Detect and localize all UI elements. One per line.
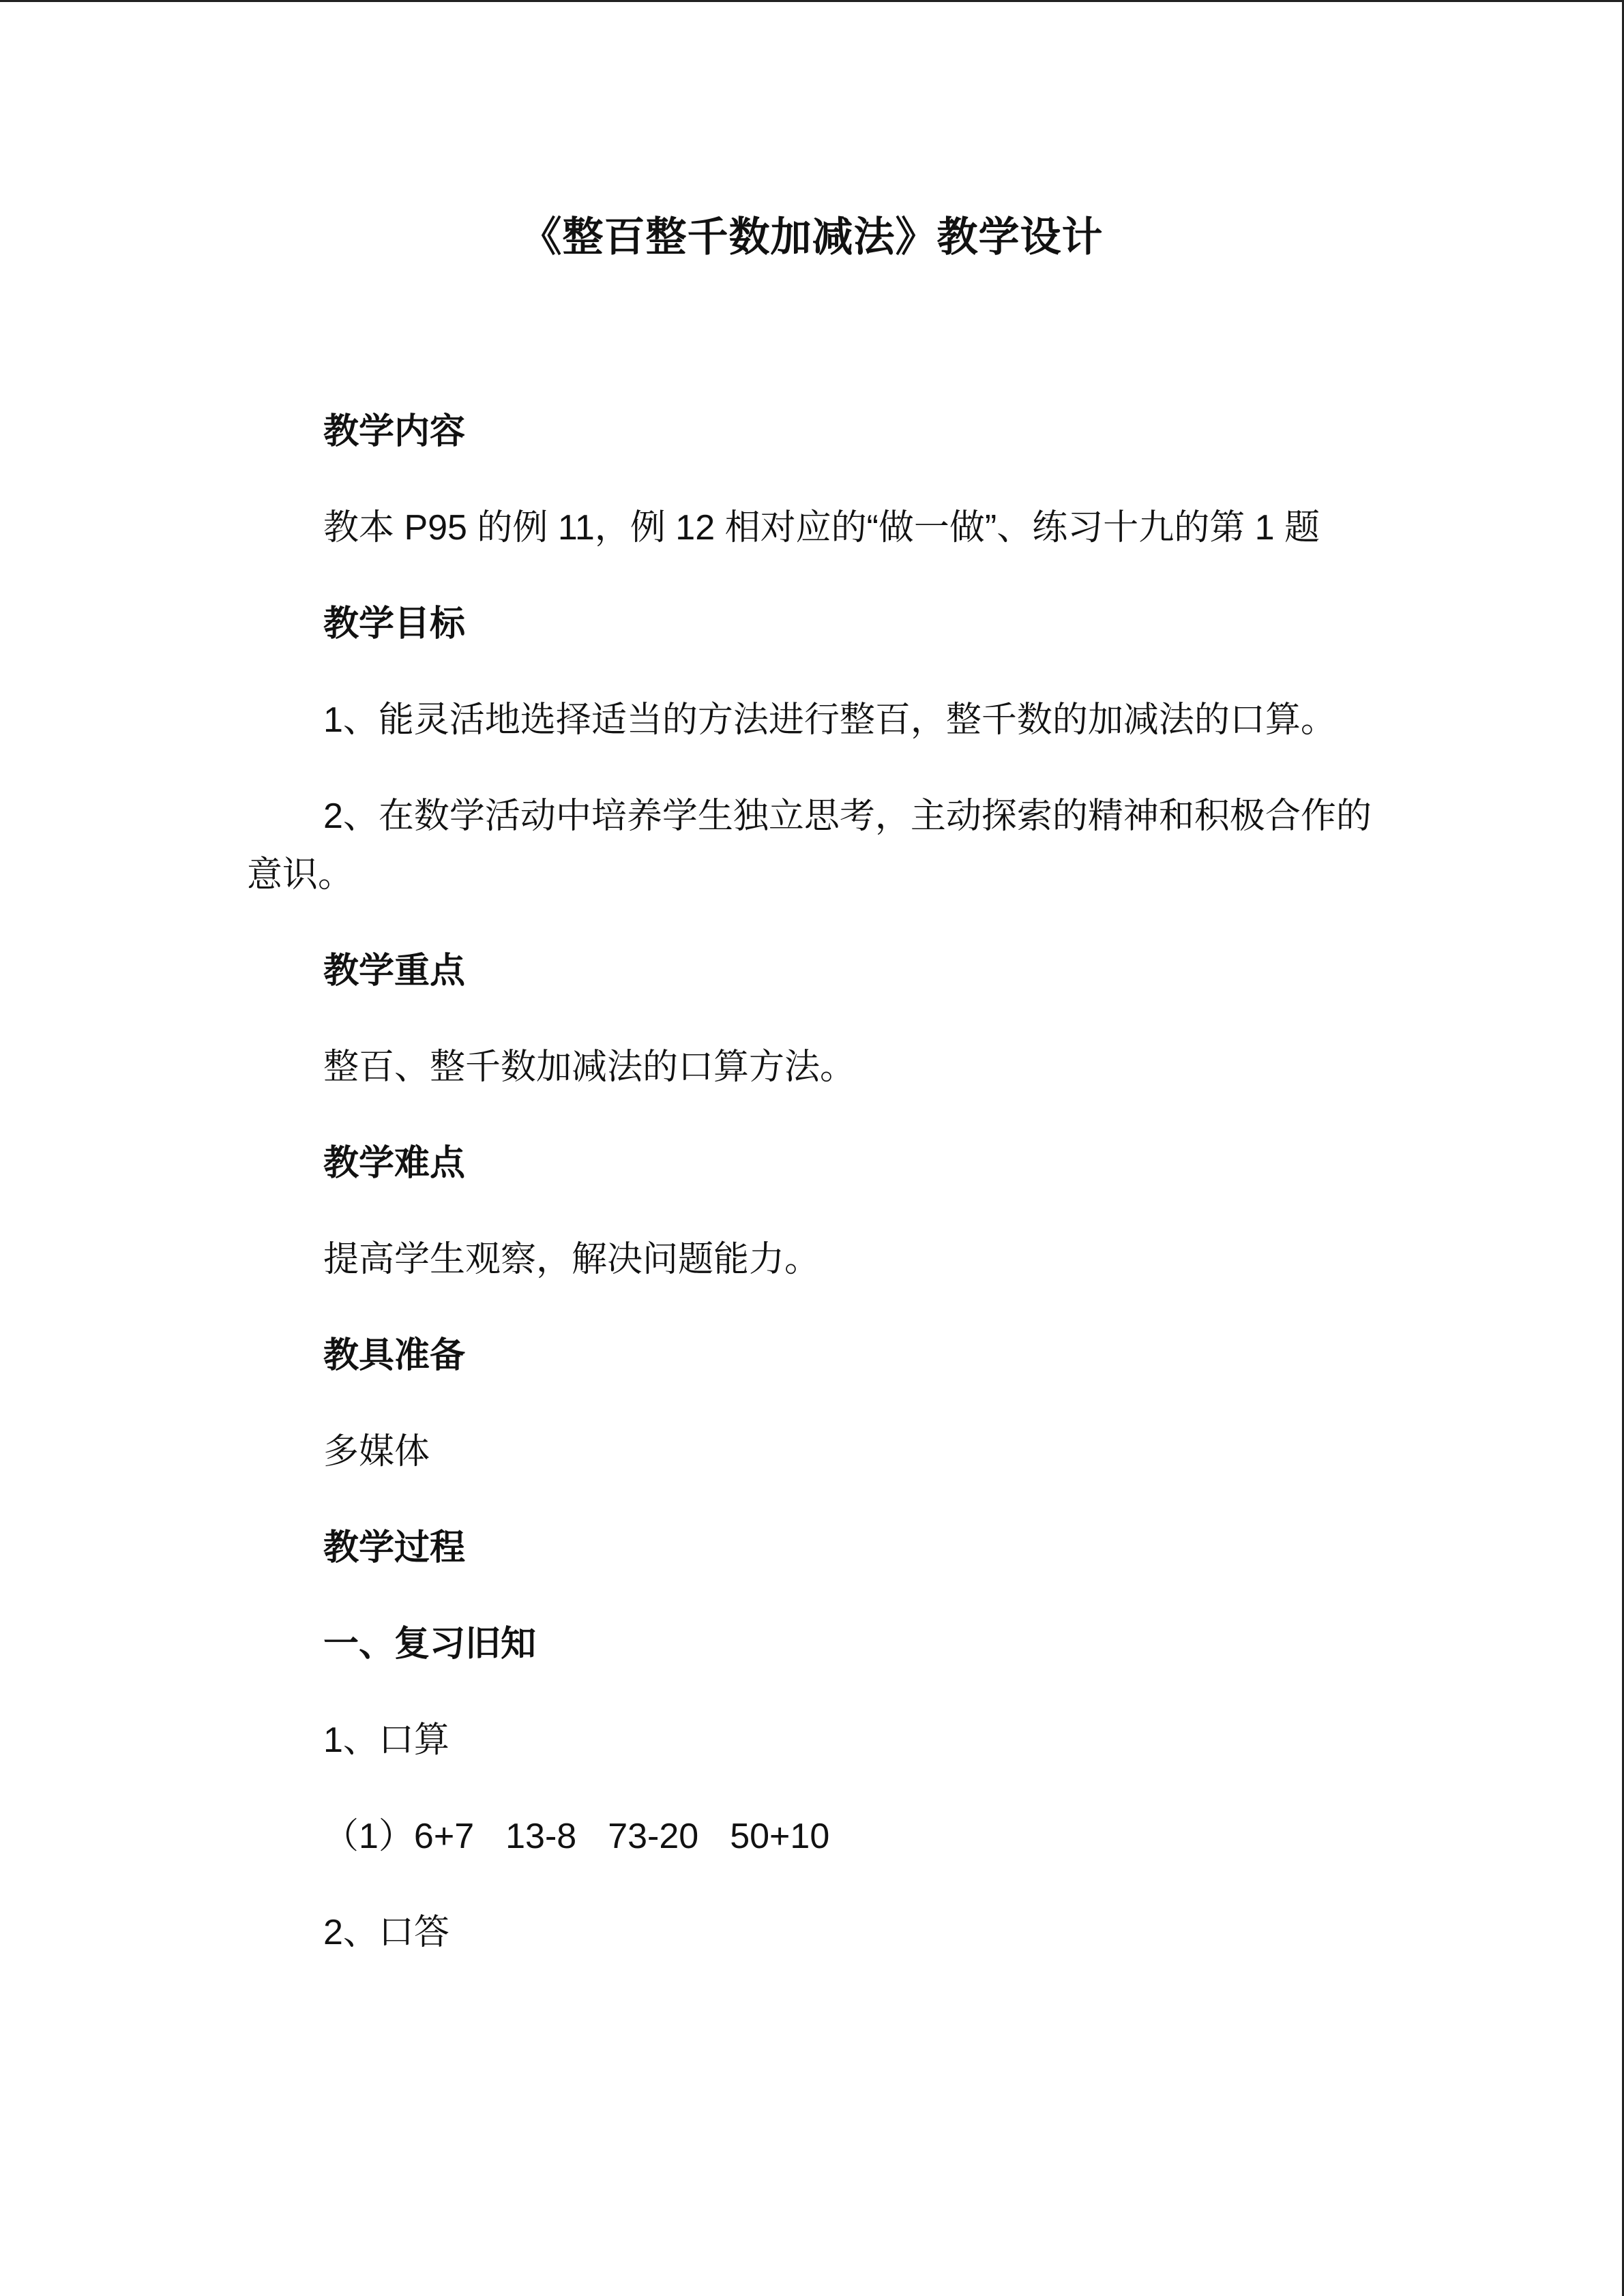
section-heading-content: 教学内容	[323, 412, 466, 451]
calc-item-2: 13-8	[505, 1817, 577, 1856]
oral-answer-label: 2、口答	[323, 1913, 449, 1952]
section-heading-goals: 教学目标	[323, 604, 466, 644]
calc-item-1: （1）6+7	[323, 1817, 475, 1856]
calc-item-3: 73-20	[608, 1817, 699, 1856]
section-heading-process: 教学过程	[323, 1528, 466, 1568]
subsection-heading-review: 一、复习旧知	[323, 1624, 537, 1664]
tools-paragraph: 多媒体	[323, 1432, 430, 1472]
oral-calc-row	[247, 1807, 1379, 1866]
goal-item-1: 1、能灵活地选择适当的方法进行整百，整千数的加减法的口算。	[323, 700, 1336, 740]
content-paragraph: 教本 P95 的例 11，例 12 相对应的“做一做”、练习十九的第 1 题	[323, 508, 1320, 548]
key-points-paragraph: 整百、整千数加减法的口算方法。	[323, 1047, 856, 1087]
goal-item-2: 2、在数学活动中培养学生独立思考，主动探索的精神和积极合作的意识。	[247, 796, 1372, 895]
section-heading-tools: 教具准备	[323, 1336, 466, 1375]
document-title: 《整百整千数加减法》教学设计	[520, 214, 1104, 260]
section-heading-key-points: 教学重点	[323, 951, 466, 991]
calc-item-4: 50+10	[730, 1817, 830, 1856]
top-border-line	[0, 0, 1624, 2]
section-heading-difficulties: 教学难点	[323, 1144, 466, 1183]
difficulties-paragraph: 提高学生观察，解决问题能力。	[323, 1240, 821, 1279]
document-body	[247, 402, 1379, 1999]
oral-calc-label: 1、口算	[323, 1720, 449, 1760]
